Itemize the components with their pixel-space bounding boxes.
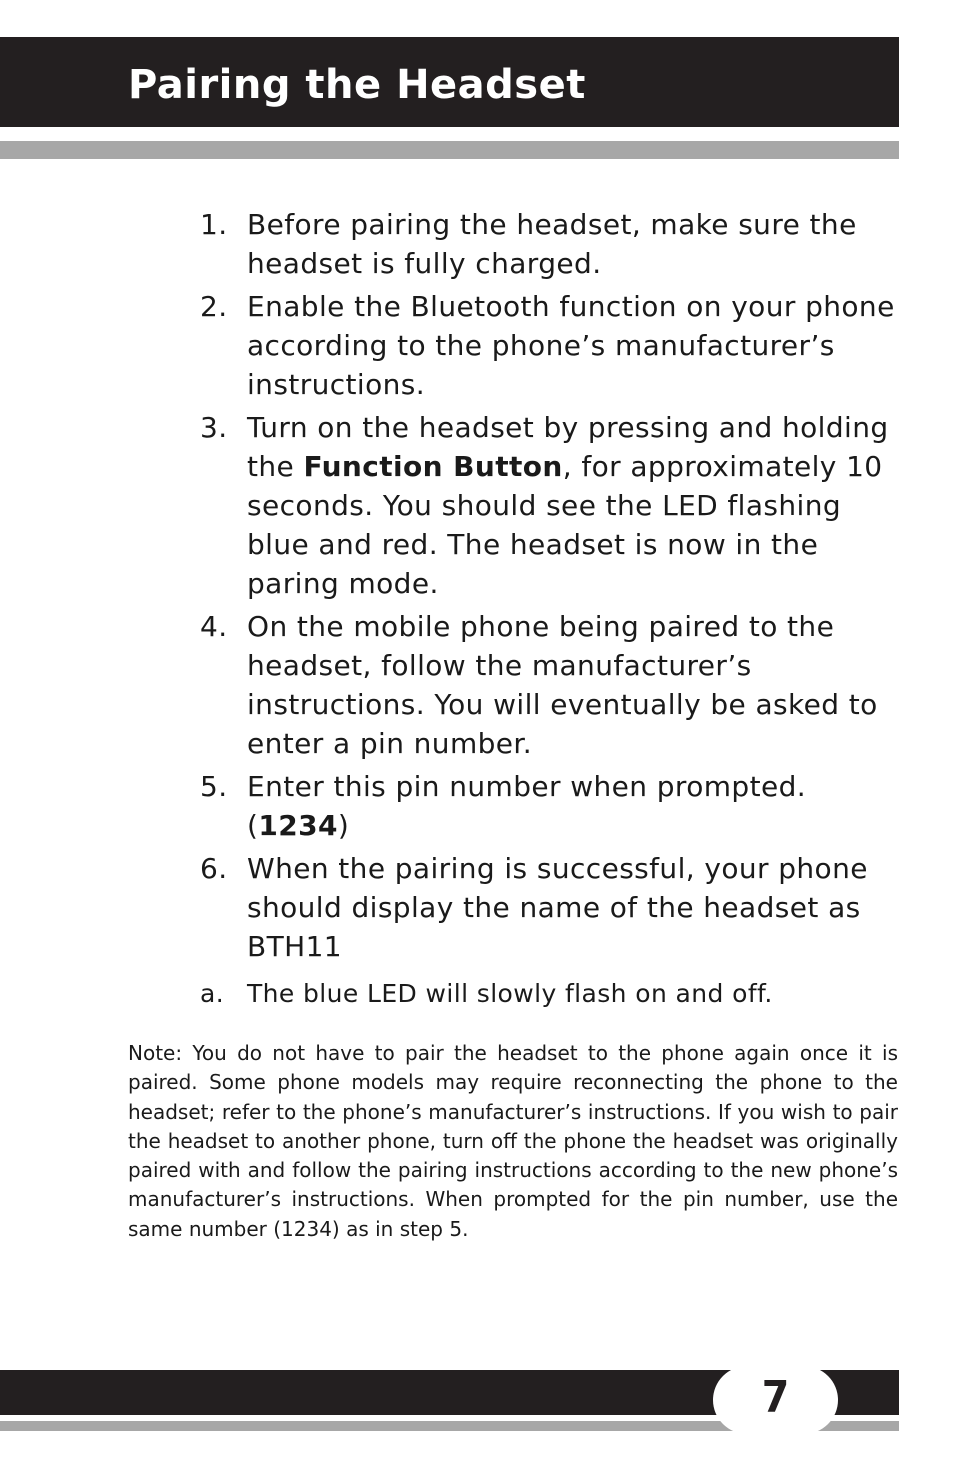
step-number: 5. <box>200 770 228 803</box>
step-text: Before pairing the headset, make sure the headset is fully charged. <box>247 208 857 280</box>
page-title: Pairing the Headset <box>128 62 586 108</box>
step-number: 6. <box>200 852 228 885</box>
step-text-end: ) <box>337 809 350 842</box>
list-item-step-4 <box>200 607 900 763</box>
pairing-steps-list <box>200 205 900 1017</box>
list-item-step-5 <box>200 767 900 845</box>
step-text: On the mobile phone being paired to the headset, follow the manufacturer’s instructions. You will eventually be asked to enter a pin number. <box>247 610 878 760</box>
list-item-substep-a <box>200 974 900 1013</box>
list-item-step-6 <box>200 849 900 966</box>
header-rule <box>0 141 899 159</box>
step-text <box>247 767 900 845</box>
pin-number: 1234 <box>258 809 338 842</box>
list-item-step-3 <box>200 408 900 603</box>
page-number: 7 <box>761 1372 790 1423</box>
step-text: Enable the Bluetooth function on your phone according to the phone’s manufacturer’s instructions. <box>247 290 895 401</box>
step-number: 4. <box>200 610 228 643</box>
step-text <box>247 408 900 603</box>
list-item-step-2 <box>200 287 900 404</box>
step-text: The blue LED will slowly flash on and off. <box>247 979 773 1008</box>
step-number: 2. <box>200 290 228 323</box>
step-text: When the pairing is successful, your phone should display the name of the headset as BTH11 <box>247 852 868 963</box>
step-number: 1. <box>200 208 228 241</box>
list-item-step-1 <box>200 205 900 283</box>
step-text-start: Turn on the headset by pressing and holding the <box>247 411 889 483</box>
step-number: a. <box>200 979 225 1008</box>
function-button-term: Function Button <box>303 450 563 483</box>
step-number: 3. <box>200 411 228 444</box>
note-paragraph: Note: You do not have to pair the headset to the phone again once it is paired. Some phone models may require reconnecting the phone to the headset; refer to the phone’s manufacturer’s instructions. If you wish to pair the headset to another phone, turn off the phone the headset was originally paired with and follow the pairing instructions according to the new phone’s manufacturer’s instructions. When prompted for the pin number, use the same number (1234) as in step 5. <box>128 1041 898 1241</box>
step-text-end: , for approximately 10 seconds. You should see the LED flashing blue and red. The headset is now in the paring mode. <box>247 450 883 600</box>
step-text-start: Enter this pin number when prompted. ( <box>247 770 807 842</box>
